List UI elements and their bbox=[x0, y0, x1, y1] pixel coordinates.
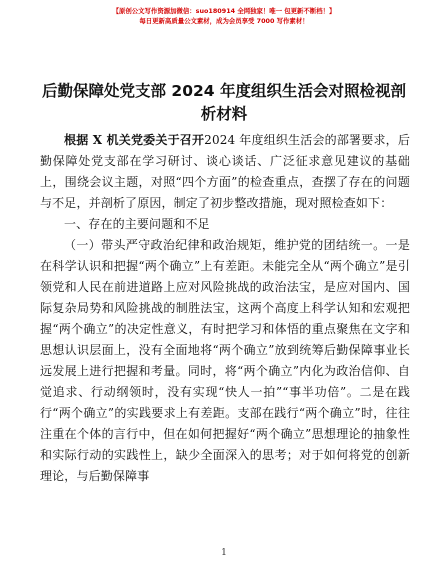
promo-banner-line-2: 每日更新高质量公文素材，成为会员享受 7000 写作素材！ bbox=[139, 17, 309, 25]
promo-banner-line-1: 【原创公文写作资源加微信：suo180914 全网独家！唯一 包更新不断档！】 bbox=[112, 7, 336, 15]
intro-rest-text: 2024 年度组织生活会的部署要求，后勤保障处党支部在学习研讨、谈心谈话、广泛征求意见建议的基础上，围绕会议主题，对照“四个方面”的检查重点，查摆了存在的问题与不足，并剖析了原因，制定了初步整改措施，现对照检查如下： bbox=[40, 133, 410, 210]
section-heading: 一、存在的主要问题和不足 bbox=[64, 217, 210, 231]
intro-lead-text: 根据 X 机关党委关于召开 bbox=[64, 133, 205, 147]
page-number: 1 bbox=[221, 548, 227, 558]
document-title: 后勤保障处党支部 2024 年度组织生活会对照检视剖析材料 bbox=[42, 82, 406, 123]
document-body bbox=[40, 130, 410, 487]
intro-paragraph bbox=[40, 130, 410, 214]
promo-banner bbox=[0, 6, 448, 26]
body-paragraph: （一）带头严守政治纪律和政治规矩，维护党的团结统一。一是在科学认识和把握“两个确立”上有差距。未能完全从“两个确立”是引领党和人民在前进道路上应对风险挑战的政治法宝，是应对国内、国际复杂局势和风险挑战的制胜法宝，这两个高度上科学认知和宏观把握“两个确立”的决定性意义，有时把学习和体悟的重点聚焦在文字和思想认识层面上，没有全面地将“两个确立”放到统筹后勤保障事业长远发展上进行把握和考量。同时，将“两个确立”内化为政治信仰、自觉追求、行动纲领时，没有实现“快人一拍”“事半功倍”。二是在践行“两个确立”的实践要求上有差距。支部在践行“两个确立”时，往往注重在个体的言行中，但在如何把握好“两个确立”思想理论的抽象性和实际行动的实践性上，缺少全面深入的思考；对于如何将党的创新理论，与后勤保障事 bbox=[40, 238, 410, 483]
